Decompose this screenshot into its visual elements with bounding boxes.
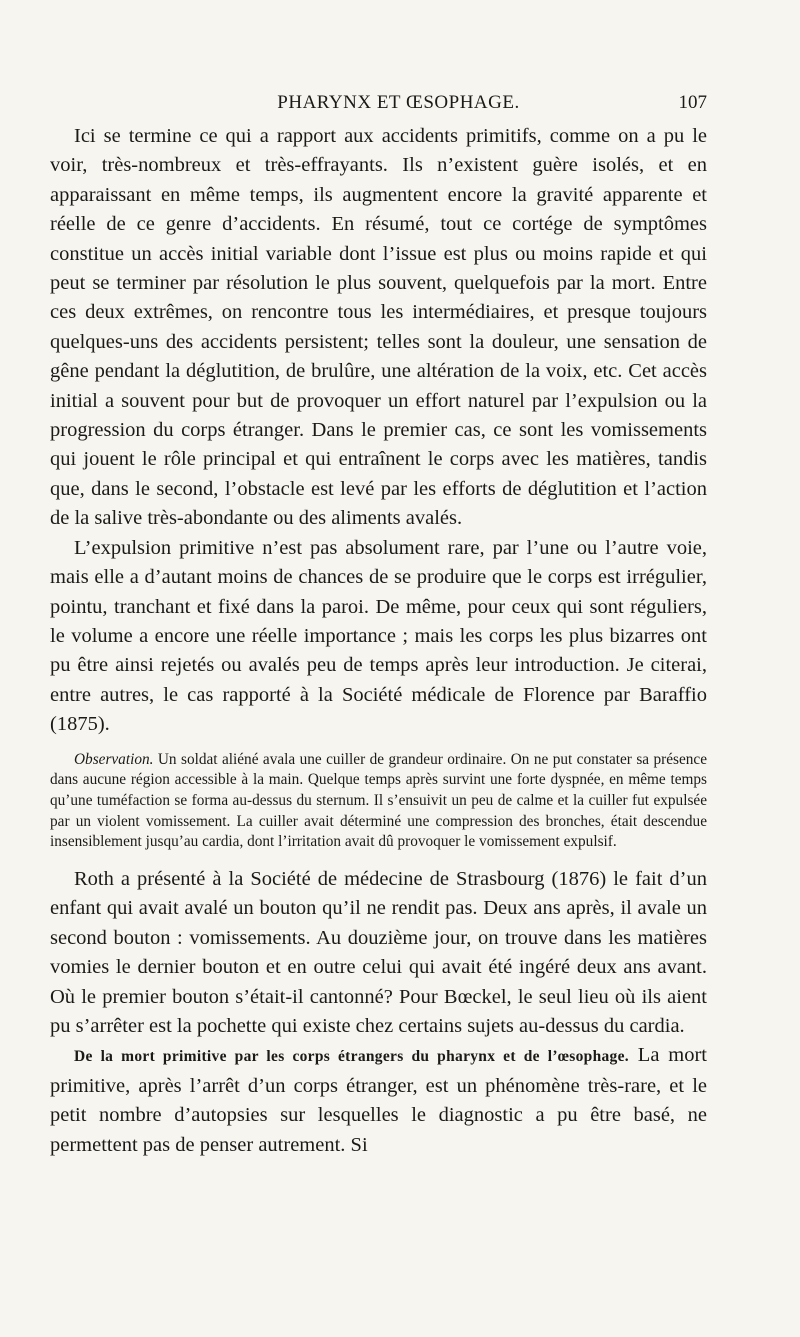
observation-label: Observation. xyxy=(74,750,154,768)
section-heading: De la mort primitive par les corps étrangers du pharynx et de l’œsophage. xyxy=(74,1048,629,1066)
running-title: PHARYNX ET ŒSOPHAGE. xyxy=(277,92,520,113)
paragraph-expulsion-primitive: L’expulsion primitive n’est pas absolument rare, par l’une ou l’autre voie, mais elle a d’autant moins de chances de se produire que le corps est irrégulier, pointu, tranchant et fixé dans la paroi. De même, pour ceux qui sont réguliers, le volume a encore une réelle importance ; mais les corps les plus bizarres ont pu être ainsi rejetés ou avalés peu de temps après leur introduction. Je citerai, entre autres, le cas rapporté à la Société médicale de Florence par Baraffio (1875). xyxy=(50,536,707,736)
page-number: 107 xyxy=(678,92,707,113)
observation-text: Un soldat aliéné avala une cuiller de grandeur ordinaire. On ne put constater sa présence dans aucune région accessible à la main. Quelque temps après survint une forte dyspnée, en même temps qu’une tuméfaction se forma au-dessus du sternum. Il s’ensuivit un peu de calme et la cuiller fut expulsée par un violent vomissement. La cuiller avait déterminé une compression des bronches, était descendue insensiblement jusqu’au cardia, dont l’irritation avait dû provoquer le vomissement expulsif. xyxy=(50,750,707,851)
observation-paragraph xyxy=(50,750,707,854)
body-text xyxy=(50,122,707,1160)
paragraph-accidents-primitifs: Ici se termine ce qui a rapport aux accidents primitifs, comme on a pu le voir, très-nombreux et très-effrayants. Ils n’existent guère isolés, et en apparaissant en même temps, ils augmentent encore la gravité apparente et réelle de ce genre d’accidents. En résumé, tout ce cortége de symptômes constitue un accès initial variable dont l’issue est plus ou moins rapide et qui peut se terminer par résolution le plus souvent, quelquefois par la mort. Entre ces deux extrêmes, on rencontre tous les intermédiaires, et presque toujours quelques-uns des accidents persistent; telles sont la douleur, une sensation de gêne pendant la déglutition, de brulûre, une altération de la voix, etc. Cet accès initial a souvent pour but de provoquer un effort naturel par l’expulsion ou la progression du corps étranger. Dans le premier cas, ce sont les vomissements qui jouent le rôle principal et qui entraînent le corps avec les matières, tandis que, dans le second, l’obstacle est levé par les efforts de déglutition et l’action de la salive très-abondante ou des aliments avalés. xyxy=(50,125,707,530)
paragraph-mort-primitive xyxy=(50,1041,707,1160)
page-header xyxy=(50,92,707,118)
paragraph-roth: Roth a présenté à la Société de médecine de Strasbourg (1876) le fait d’un enfant qui avait avalé un bouton qu’il ne rendit pas. Deux ans après, il avale un second bouton : vomissements. Au douzième jour, on trouve dans les matières vomies le dernier bouton et en outre celui qui avait été ingéré deux ans avant. Où le premier bouton s’était-il cantonné? Pour Bœckel, le seul lieu où ils aient pu s’arrêter est la pochette qui existe chez certains sujets au-dessus du cardia. xyxy=(50,868,707,1038)
section-text: La mort primitive, après l’arrêt d’un corps étranger, est un phénomène très-rare, et le petit nombre d’autopsies sur lesquelles le diagnostic a pu être basé, ne permettent pas de penser autrement. Si xyxy=(50,1044,707,1156)
